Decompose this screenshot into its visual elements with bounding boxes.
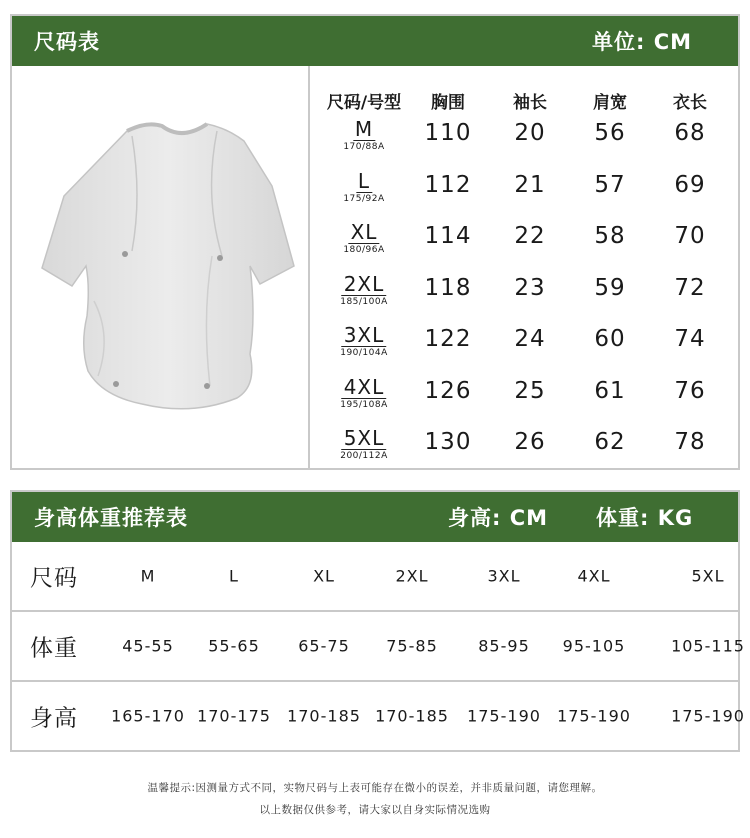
rec-height-value: 170-185 (287, 706, 361, 726)
sleeve-value: 26 (514, 429, 546, 455)
size-cell (340, 376, 388, 411)
rec-size-value: 3XL (487, 566, 521, 586)
header-shoulder: 肩宽 (593, 93, 627, 113)
header-length: 衣长 (673, 93, 707, 113)
rec-size-value: L (229, 566, 239, 586)
rec-size-value: 2XL (395, 566, 429, 586)
rec-weight-label: 体重 (30, 635, 78, 662)
size-cell (343, 118, 384, 153)
rec-size-value: 4XL (577, 566, 611, 586)
length-value: 76 (674, 377, 706, 404)
sleeve-value: 23 (514, 274, 546, 301)
rec-weight-value: 55-65 (208, 636, 260, 656)
chest-value: 118 (424, 274, 472, 301)
length-value: 68 (674, 120, 706, 146)
recommendation-title: 身高体重推荐表 (34, 506, 188, 530)
rec-weight-value: 105-115 (671, 636, 745, 656)
size-code: 195/108A (340, 399, 388, 410)
weight-unit: 体重: KG (596, 506, 694, 530)
sleeve-value: 20 (514, 120, 546, 146)
panel-divider (308, 66, 310, 468)
rec-height-value: 170-175 (197, 706, 271, 726)
rec-size-value: 5XL (691, 566, 725, 586)
shoulder-value: 60 (594, 326, 626, 352)
shoulder-value: 57 (594, 171, 626, 198)
size-label: 5XL (343, 426, 385, 450)
rec-size-label: 尺码 (30, 565, 78, 592)
rec-height-value: 175-190 (671, 706, 745, 726)
rec-weight-value: 85-95 (478, 636, 530, 656)
notice-line-2: 以上数据仅供参考，请大家以自身实际情况选购 (259, 804, 491, 816)
rec-weight-value: 45-55 (122, 636, 174, 656)
size-code: 200/112A (340, 451, 388, 461)
header-size: 尺码/号型 (326, 93, 402, 113)
header-chest: 胸围 (431, 93, 465, 113)
size-cell (343, 221, 384, 256)
rec-height-value: 175-190 (467, 706, 541, 726)
sleeve-value: 24 (514, 326, 546, 352)
row-divider (12, 680, 738, 682)
rec-weight-value: 65-75 (298, 636, 350, 656)
rec-weight-value: 75-85 (386, 636, 438, 656)
sleeve-value: 22 (514, 223, 546, 249)
shoulder-value: 56 (594, 120, 626, 146)
rec-height-value: 175-190 (557, 706, 631, 726)
size-code: 170/88A (343, 142, 385, 152)
header-sleeve: 袖长 (513, 93, 547, 113)
size-chart-title: 尺码表 (34, 30, 100, 54)
notice-line-1: 温馨提示:因测量方式不同，实物尺码与上表可能存在微小的误差，并非质量问题，请您理解。 (147, 782, 603, 794)
size-code: 190/104A (340, 348, 388, 358)
size-label: L (357, 168, 371, 193)
sleeve-value: 21 (514, 171, 546, 198)
gray-tshirt-icon (32, 86, 302, 456)
size-chart-header-bar (12, 16, 738, 66)
size-code: 180/96A (343, 245, 385, 255)
size-label: 2XL (343, 271, 385, 296)
length-value: 74 (674, 326, 706, 352)
size-label: M (354, 117, 374, 141)
rec-weight-value: 95-105 (562, 636, 626, 656)
shoulder-value: 61 (594, 377, 626, 404)
chest-value: 110 (424, 120, 472, 146)
rec-size-value: XL (313, 566, 335, 586)
shoulder-value: 62 (594, 429, 626, 455)
chest-value: 112 (424, 171, 472, 198)
size-label: 4XL (343, 374, 385, 399)
length-value: 70 (674, 223, 706, 249)
size-cell (343, 170, 384, 205)
size-code: 175/92A (343, 193, 385, 204)
size-cell (340, 324, 388, 359)
rec-height-value: 165-170 (111, 706, 185, 726)
length-value: 78 (674, 429, 706, 455)
recommendation-header-bar (12, 492, 738, 542)
length-value: 69 (674, 171, 706, 198)
chest-value: 130 (424, 429, 472, 455)
size-chart-panel (10, 14, 740, 470)
size-label: XL (350, 220, 378, 244)
recommendation-panel (10, 490, 745, 752)
chest-value: 126 (424, 377, 472, 404)
size-cell (340, 273, 388, 308)
shoulder-value: 58 (594, 223, 626, 249)
rec-height-value: 170-185 (375, 706, 449, 726)
row-divider (12, 610, 738, 612)
rec-size-value: M (140, 566, 156, 586)
sleeve-value: 25 (514, 377, 546, 404)
size-label: 3XL (343, 323, 385, 347)
shoulder-value: 59 (594, 274, 626, 301)
size-code: 185/100A (340, 296, 388, 307)
chest-value: 122 (424, 326, 472, 352)
height-unit: 身高: CM (448, 506, 549, 530)
size-chart-unit: 单位: CM (592, 30, 693, 54)
size-cell (340, 427, 388, 462)
rec-height-label: 身高 (30, 705, 78, 732)
length-value: 72 (674, 274, 706, 301)
chest-value: 114 (424, 223, 472, 249)
